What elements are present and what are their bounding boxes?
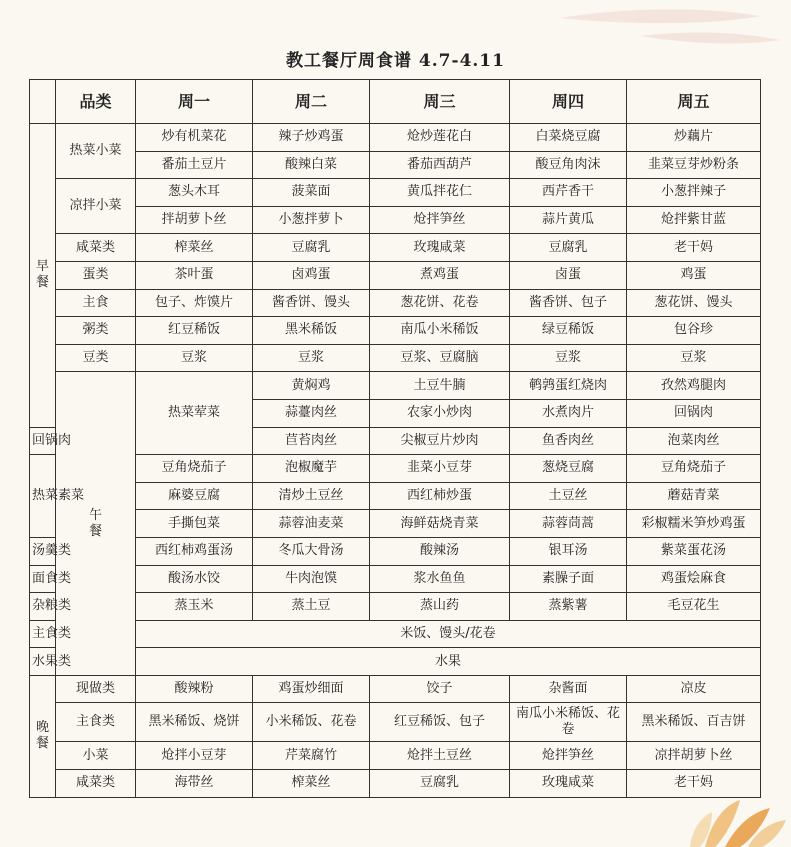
leaf-decoration-bottom-right bbox=[690, 800, 786, 847]
menu-cell: 蒸玉米 bbox=[136, 593, 253, 621]
menu-cell: 黑米稀饭、烧饼 bbox=[136, 703, 253, 742]
menu-cell: 豆浆、豆腐脑 bbox=[370, 344, 510, 372]
menu-cell: 杂酱面 bbox=[510, 675, 627, 703]
menu-cell: 炒藕片 bbox=[627, 124, 761, 152]
table-row bbox=[30, 372, 761, 400]
menu-cell: 玫瑰咸菜 bbox=[370, 234, 510, 262]
menu-cell: 葱头木耳 bbox=[136, 179, 253, 207]
category-label: 主食类 bbox=[56, 703, 136, 742]
menu-cell: 辣子炒鸡蛋 bbox=[253, 124, 370, 152]
category-label: 蛋类 bbox=[56, 261, 136, 289]
menu-cell: 水煮肉片 bbox=[510, 399, 627, 427]
header-row bbox=[30, 80, 761, 124]
menu-cell: 农家小炒肉 bbox=[370, 399, 510, 427]
category-label: 咸菜类 bbox=[56, 770, 136, 798]
table-row bbox=[30, 675, 761, 703]
menu-cell: 炝拌紫甘蓝 bbox=[627, 206, 761, 234]
menu-cell: 西红柿炒蛋 bbox=[370, 482, 510, 510]
menu-cell: 豆浆 bbox=[136, 344, 253, 372]
menu-cell: 豆浆 bbox=[510, 344, 627, 372]
menu-cell: 红豆稀饭、包子 bbox=[370, 703, 510, 742]
menu-cell: 炝拌土豆丝 bbox=[370, 742, 510, 770]
table-row bbox=[30, 770, 761, 798]
category-label: 汤羹类 bbox=[30, 537, 56, 565]
menu-cell: 蒜薹肉丝 bbox=[253, 399, 370, 427]
menu-cell: 饺子 bbox=[370, 675, 510, 703]
meal-char: 早 bbox=[35, 259, 49, 275]
category-label: 凉拌小菜 bbox=[56, 179, 136, 234]
menu-cell: 彩椒糯米笋炒鸡蛋 bbox=[627, 510, 761, 538]
table-row bbox=[30, 537, 761, 565]
menu-cell: 豆腐乳 bbox=[510, 234, 627, 262]
menu-cell: 番茄土豆片 bbox=[136, 151, 253, 179]
table-row bbox=[30, 344, 761, 372]
menu-cell: 黑米稀饭 bbox=[253, 317, 370, 345]
category-label: 主食 bbox=[56, 289, 136, 317]
menu-cell: 鸡蛋烩麻食 bbox=[627, 565, 761, 593]
menu-cell: 蒸山药 bbox=[370, 593, 510, 621]
menu-cell: 蒜蓉茼蒿 bbox=[510, 510, 627, 538]
category-label: 豆类 bbox=[56, 344, 136, 372]
menu-cell: 番茄西葫芦 bbox=[370, 151, 510, 179]
menu-cell: 海鲜菇烧青菜 bbox=[370, 510, 510, 538]
menu-cell: 土豆牛腩 bbox=[370, 372, 510, 400]
table-row bbox=[30, 124, 761, 152]
category-label: 热菜荤菜 bbox=[136, 372, 253, 455]
menu-cell: 南瓜小米稀饭、花卷 bbox=[510, 703, 627, 742]
menu-cell: 酸汤水饺 bbox=[136, 565, 253, 593]
menu-cell: 包子、炸馍片 bbox=[136, 289, 253, 317]
menu-cell: 老干妈 bbox=[627, 770, 761, 798]
table-row bbox=[30, 455, 761, 483]
meal-char: 餐 bbox=[35, 275, 49, 291]
table-row bbox=[30, 482, 761, 510]
header-day: 周四 bbox=[510, 80, 627, 124]
menu-cell: 西红柿鸡蛋汤 bbox=[136, 537, 253, 565]
menu-cell: 蒸紫薯 bbox=[510, 593, 627, 621]
category-label: 小菜 bbox=[56, 742, 136, 770]
menu-cell: 浆水鱼鱼 bbox=[370, 565, 510, 593]
menu-cell: 炝炒莲花白 bbox=[370, 124, 510, 152]
menu-cell: 葱花饼、花卷 bbox=[370, 289, 510, 317]
menu-cell: 紫菜蛋花汤 bbox=[627, 537, 761, 565]
table-row bbox=[30, 593, 761, 621]
menu-cell: 葱花饼、馒头 bbox=[627, 289, 761, 317]
meal-char: 餐 bbox=[88, 523, 102, 539]
page-title: 教工餐厅周食谱 4.7-4.11 bbox=[286, 51, 505, 71]
meal-label-breakfast bbox=[30, 124, 56, 428]
menu-cell: 豆浆 bbox=[627, 344, 761, 372]
table-row bbox=[30, 179, 761, 207]
category-label: 现做类 bbox=[56, 675, 136, 703]
menu-cell: 酸辣粉 bbox=[136, 675, 253, 703]
menu-cell: 蒸土豆 bbox=[253, 593, 370, 621]
table-row bbox=[30, 620, 761, 648]
menu-cell: 回锅肉 bbox=[627, 399, 761, 427]
menu-cell: 泡菜肉丝 bbox=[627, 427, 761, 455]
menu-cell: 老干妈 bbox=[627, 234, 761, 262]
category-label: 热菜素菜 bbox=[30, 455, 56, 538]
table-row bbox=[30, 510, 761, 538]
menu-cell: 炒有机菜花 bbox=[136, 124, 253, 152]
menu-cell: 素臊子面 bbox=[510, 565, 627, 593]
menu-cell: 蘑菇青菜 bbox=[627, 482, 761, 510]
menu-cell: 牛肉泡馍 bbox=[253, 565, 370, 593]
table-row bbox=[30, 565, 761, 593]
menu-cell: 酸辣汤 bbox=[370, 537, 510, 565]
table-row bbox=[30, 151, 761, 179]
header-day: 周二 bbox=[253, 80, 370, 124]
menu-cell: 孜然鸡腿肉 bbox=[627, 372, 761, 400]
category-label: 主食类 bbox=[30, 620, 56, 648]
header-category: 品类 bbox=[56, 80, 136, 124]
menu-cell: 鸡蛋炒细面 bbox=[253, 675, 370, 703]
menu-cell: 小葱拌辣子 bbox=[627, 179, 761, 207]
menu-cell: 酱香饼、包子 bbox=[510, 289, 627, 317]
menu-cell: 绿豆稀饭 bbox=[510, 317, 627, 345]
menu-cell: 卤鸡蛋 bbox=[253, 261, 370, 289]
menu-cell: 土豆丝 bbox=[510, 482, 627, 510]
category-label: 面食类 bbox=[30, 565, 56, 593]
menu-cell: 豆浆 bbox=[253, 344, 370, 372]
meal-char: 餐 bbox=[35, 736, 49, 752]
menu-cell: 煮鸡蛋 bbox=[370, 261, 510, 289]
menu-cell: 豆腐乳 bbox=[253, 234, 370, 262]
table-row bbox=[30, 206, 761, 234]
menu-cell: 手撕包菜 bbox=[136, 510, 253, 538]
table-row bbox=[30, 289, 761, 317]
menu-cell: 拌胡萝卜丝 bbox=[136, 206, 253, 234]
menu-cell-merged: 米饭、馒头/花卷 bbox=[136, 620, 761, 648]
table-row bbox=[30, 234, 761, 262]
table-row bbox=[30, 261, 761, 289]
header-day: 周三 bbox=[370, 80, 510, 124]
meal-char: 午 bbox=[88, 507, 102, 523]
menu-cell: 卤蛋 bbox=[510, 261, 627, 289]
menu-cell: 鱼香肉丝 bbox=[510, 427, 627, 455]
header-corner bbox=[30, 80, 56, 124]
menu-table bbox=[29, 79, 761, 798]
menu-cell-merged: 水果 bbox=[136, 648, 761, 676]
menu-cell: 蒜蓉油麦菜 bbox=[253, 510, 370, 538]
menu-cell: 榨菜丝 bbox=[253, 770, 370, 798]
menu-cell: 炝拌笋丝 bbox=[370, 206, 510, 234]
menu-cell: 酱香饼、馒头 bbox=[253, 289, 370, 317]
menu-cell: 黄焖鸡 bbox=[253, 372, 370, 400]
menu-cell: 芹菜腐竹 bbox=[253, 742, 370, 770]
table-row bbox=[30, 648, 761, 676]
menu-cell: 小葱拌萝卜 bbox=[253, 206, 370, 234]
menu-cell: 豆角烧茄子 bbox=[136, 455, 253, 483]
menu-cell: 南瓜小米稀饭 bbox=[370, 317, 510, 345]
menu-cell: 尖椒豆片炒肉 bbox=[370, 427, 510, 455]
menu-cell: 酸辣白菜 bbox=[253, 151, 370, 179]
menu-cell: 黑米稀饭、百吉饼 bbox=[627, 703, 761, 742]
menu-cell: 菠菜面 bbox=[253, 179, 370, 207]
menu-cell: 鹌鹑蛋红烧肉 bbox=[510, 372, 627, 400]
menu-cell: 蒜片黄瓜 bbox=[510, 206, 627, 234]
menu-cell: 泡椒魔芋 bbox=[253, 455, 370, 483]
menu-cell: 回锅肉 bbox=[30, 427, 56, 455]
table-row bbox=[30, 742, 761, 770]
menu-cell: 榨菜丝 bbox=[136, 234, 253, 262]
meal-char: 晚 bbox=[35, 720, 49, 736]
menu-cell: 豆角烧茄子 bbox=[627, 455, 761, 483]
menu-cell: 凉拌胡萝卜丝 bbox=[627, 742, 761, 770]
menu-cell: 白菜烧豆腐 bbox=[510, 124, 627, 152]
menu-cell: 黄瓜拌花仁 bbox=[370, 179, 510, 207]
table-row bbox=[30, 317, 761, 345]
header-day: 周五 bbox=[627, 80, 761, 124]
menu-cell: 包谷珍 bbox=[627, 317, 761, 345]
category-label: 杂粮类 bbox=[30, 593, 56, 621]
category-label: 热菜小菜 bbox=[56, 124, 136, 179]
menu-cell: 豆腐乳 bbox=[370, 770, 510, 798]
menu-cell: 毛豆花生 bbox=[627, 593, 761, 621]
menu-cell: 冬瓜大骨汤 bbox=[253, 537, 370, 565]
menu-cell: 凉皮 bbox=[627, 675, 761, 703]
header-day: 周一 bbox=[136, 80, 253, 124]
menu-cell: 葱烧豆腐 bbox=[510, 455, 627, 483]
menu-cell: 红豆稀饭 bbox=[136, 317, 253, 345]
table-row bbox=[30, 703, 761, 742]
brush-stroke-top-right bbox=[560, 9, 780, 43]
menu-cell: 酸豆角肉沫 bbox=[510, 151, 627, 179]
menu-cell: 小米稀饭、花卷 bbox=[253, 703, 370, 742]
menu-cell: 茶叶蛋 bbox=[136, 261, 253, 289]
menu-cell: 银耳汤 bbox=[510, 537, 627, 565]
menu-cell: 海带丝 bbox=[136, 770, 253, 798]
menu-cell: 鸡蛋 bbox=[627, 261, 761, 289]
category-label: 咸菜类 bbox=[56, 234, 136, 262]
menu-cell: 炝拌小豆芽 bbox=[136, 742, 253, 770]
meal-label-dinner bbox=[30, 675, 56, 797]
menu-cell: 麻婆豆腐 bbox=[136, 482, 253, 510]
menu-cell: 玫瑰咸菜 bbox=[510, 770, 627, 798]
menu-cell: 韭菜小豆芽 bbox=[370, 455, 510, 483]
menu-cell: 清炒土豆丝 bbox=[253, 482, 370, 510]
category-label: 粥类 bbox=[56, 317, 136, 345]
menu-cell: 苣苔肉丝 bbox=[253, 427, 370, 455]
menu-cell: 炝拌笋丝 bbox=[510, 742, 627, 770]
menu-cell: 西芹香干 bbox=[510, 179, 627, 207]
menu-cell: 韭菜豆芽炒粉条 bbox=[627, 151, 761, 179]
category-label: 水果类 bbox=[30, 648, 56, 676]
